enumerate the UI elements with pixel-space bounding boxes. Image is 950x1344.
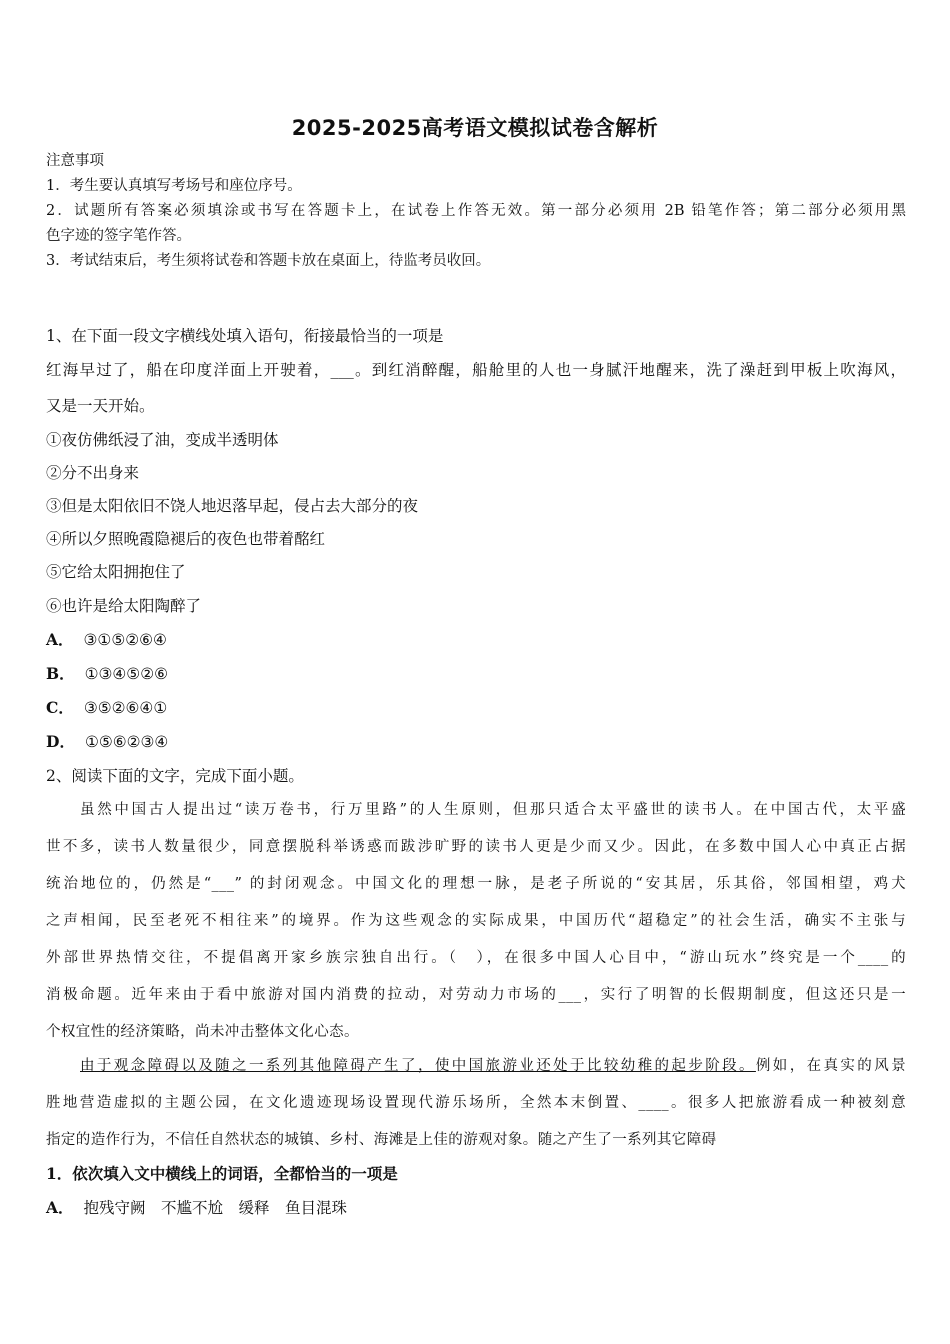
- notice-item-2: 2．试题所有答案必须填涂或书写在答题卡上，在试卷上作答无效。第一部分必须用 2B 铅笔作答；第二部分必须用黑: [46, 203, 906, 219]
- notice-item-2-cont: 色字迹的签字笔作答。: [46, 228, 191, 244]
- option-b-text: ①③④⑤②⑥: [84, 665, 168, 683]
- notice-heading: 注意事项: [46, 153, 104, 169]
- question-1-text: 红海早过了，船在印度洋面上开驶着，___。到红消醉醒，船舱里的人也一身腻汗地醒来，洗了澡赶到甲板上吹海风，: [46, 361, 906, 379]
- option-d: [46, 732, 906, 752]
- underlined-sentence: 由于观念障碍以及随之一系列其他障碍产生了，使中国旅游业还处于比较幼稚的起步阶段。: [80, 1058, 756, 1074]
- option-c: [46, 698, 906, 718]
- passage-line-4: 之声相闻，民至老死不相往来”的境界。作为这些观念的实际成果，中国历代“超稳定”的社会生活，确实不主张与: [46, 913, 906, 929]
- option-a: [46, 630, 906, 650]
- option-c-letter: C．: [46, 698, 74, 717]
- sub-question-1-text: 1．依次填入文中横线上的词语，全都恰当的一项是: [46, 1164, 398, 1183]
- option-a-letter: A．: [46, 630, 74, 649]
- passage-line-3: 统治地位的，仍然是“___” 的封闭观念。中国文化的理想一脉，是老子所说的“安其居，乐其俗，邻国相望，鸡犬: [46, 876, 906, 892]
- passage2-line-1: [80, 1056, 906, 1076]
- sentence-3: ③但是太阳依旧不饶人地迟落早起，侵占去大部分的夜: [46, 497, 419, 515]
- sentence-4: ④所以夕照晚霞隐褪后的夜色也带着酩红: [46, 530, 326, 548]
- option-b-letter: B．: [46, 664, 75, 683]
- option-c-text: ③⑤②⑥④①: [83, 699, 168, 717]
- passage-line-6: 消极命题。近年来由于看中旅游对国内消费的拉动，对劳动力市场的___，实行了明智的长假期制度，但这还只是一: [46, 987, 906, 1003]
- passage-line-5: 外部世界热情交往，不提倡离开家乡族宗独自出行。（ ），在很多中国人心目中，“游山玩水”终究是一个____的: [46, 950, 906, 966]
- question-1-stem: 1、在下面一段文字横线处填入语句，衔接最恰当的一项是: [46, 327, 444, 345]
- passage-line-1: 虽然中国古人提出过“读万卷书，行万里路”的人生原则，但那只适合太平盛世的读书人。在中国古代，太平盛: [80, 802, 906, 818]
- sub-option-a-letter: A．: [46, 1198, 74, 1217]
- option-d-letter: D．: [46, 732, 75, 751]
- option-d-text: ①⑤⑥②③④: [84, 733, 169, 751]
- option-a-text: ③①⑤②⑥④: [83, 631, 167, 649]
- sub-option-a-text: 抱残守阙 不尴不尬 缓释 鱼目混珠: [83, 1199, 348, 1217]
- passage-line-2: 世不多，读书人数量很少，同意摆脱科举诱惑而跋涉旷野的读书人更是少而又少。因此，在多数中国人心中真正占据: [46, 839, 906, 855]
- sub-question-1-option-a: [46, 1198, 906, 1218]
- sentence-5: ⑤它给太阳拥抱住了: [46, 563, 186, 581]
- option-b: [46, 664, 906, 684]
- page-title: 2025-2025高考语文模拟试卷含解析: [291, 116, 659, 140]
- notice-item-3: 3．考试结束后，考生须将试卷和答题卡放在桌面上，待监考员收回。: [46, 253, 491, 269]
- sentence-6: ⑥也许是给太阳陶醉了: [46, 597, 202, 615]
- sentence-1: ①夜仿佛纸浸了油，变成半透明体: [46, 431, 279, 449]
- question-2-stem: 2、阅读下面的文字，完成下面小题。: [46, 767, 304, 785]
- question-1-text-cont: 又是一天开始。: [46, 397, 155, 415]
- sentence-2: ②分不出身来: [46, 464, 140, 482]
- passage2-line-3: 指定的造作行为，不信任自然状态的城镇、乡村、海滩是上佳的游观对象。随之产生了一系列其它障碍: [46, 1132, 717, 1148]
- passage2-line-1-rest: 例如，在真实的风景: [755, 1058, 906, 1074]
- passage-line-7: 个权宜性的经济策略，尚未冲击整体文化心态。: [46, 1024, 359, 1040]
- notice-item-1: 1．考生要认真填写考场号和座位序号。: [46, 178, 302, 194]
- sub-question-1-stem: [46, 1164, 906, 1184]
- passage2-line-2: 胜地营造虚拟的主题公园，在文化遗迹现场设置现代游乐场所，全然本末倒置、____。很多人把旅游看成一种被刻意: [46, 1095, 906, 1111]
